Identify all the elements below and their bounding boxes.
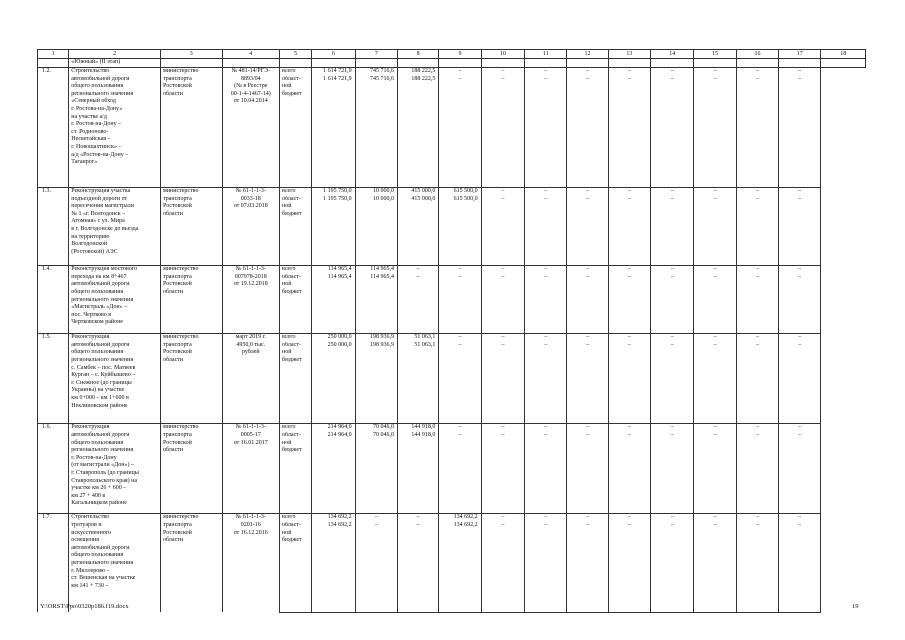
amount-total-cell: – — [694, 334, 736, 342]
row-number: 1.7. — [38, 514, 69, 612]
table-row — [38, 68, 866, 76]
table-row — [38, 188, 866, 196]
table-row — [38, 266, 866, 274]
amount-total-cell: – — [397, 514, 438, 522]
funding-source-regional: област- ной бюджет — [280, 274, 312, 334]
amount-total-cell: 114 965,4 — [312, 266, 355, 274]
column-number-1: 1 — [38, 50, 69, 59]
column-number-11: 11 — [525, 50, 567, 59]
amount-total-cell: – — [736, 188, 778, 196]
amount-regional-cell: – — [567, 274, 608, 334]
amount-total-cell: – — [567, 424, 608, 432]
amount-regional-cell: 214 964,0 — [312, 432, 355, 514]
column-number-8: 8 — [397, 50, 438, 59]
funding-source-regional: област- ной бюджет — [280, 522, 312, 612]
expertise-document: № 61-1-1-3- 007978-2018 от 19.12.2018 — [222, 266, 279, 334]
amount-total-cell: 114 965,4 — [355, 266, 397, 274]
amount-regional-cell: – — [439, 76, 481, 188]
amount-regional-cell: – — [779, 196, 821, 266]
amount-regional-cell: – — [694, 76, 736, 188]
amount-total-cell: – — [481, 514, 524, 522]
amount-regional-cell: – — [779, 432, 821, 514]
amount-regional-cell: – — [525, 196, 567, 266]
amount-regional-cell: – — [736, 342, 778, 424]
amount-regional-cell: 1 614 721,9 — [312, 76, 355, 188]
amount-regional-cell: – — [736, 76, 778, 188]
amount-total-cell: – — [779, 188, 821, 196]
amount-regional-cell: – — [694, 274, 736, 334]
amount-regional-cell: – — [651, 274, 694, 334]
amount-regional-cell: 1 195 750,0 — [312, 196, 355, 266]
row-number: 1.6. — [38, 424, 69, 514]
amount-total-cell: – — [694, 424, 736, 432]
amount-regional-cell: – — [651, 76, 694, 188]
column-number-18: 18 — [821, 50, 866, 59]
amount-regional-cell: – — [525, 522, 567, 612]
amount-total-cell: – — [481, 334, 524, 342]
object-name: Реконструкция участка подъездной дороги от пересечения магистрали № 1 «г. Волгодонск – Атомная» с ул. Мира в г. Волгодонске до въезда на территорию Волгодонской (Ростовской) АЭС — [69, 188, 161, 266]
amount-total-cell: – — [567, 188, 608, 196]
amount-regional-cell: – — [608, 76, 650, 188]
column-number-4: 4 — [222, 50, 279, 59]
amount-total-cell: – — [779, 514, 821, 522]
amount-total-cell: – — [651, 266, 694, 274]
amount-total-cell: – — [567, 514, 608, 522]
amount-regional-cell: – — [694, 522, 736, 612]
amount-total-cell: – — [608, 68, 650, 76]
funding-source-total: всего — [280, 514, 312, 522]
object-name: Строительство тротуаров и искусственного освещения автомобильной дороги общего пользования регионального значения г. Миллерово – ст. Вешенская на участке км 141 + 730 – — [69, 514, 161, 612]
amount-regional-cell: – — [651, 522, 694, 612]
amount-total-cell: – — [397, 266, 438, 274]
column-number-2: 2 — [69, 50, 161, 59]
amount-total-cell: – — [439, 266, 481, 274]
amount-total-cell: – — [567, 266, 608, 274]
amount-regional-cell: – — [525, 76, 567, 188]
column-number-row — [38, 50, 866, 59]
amount-total-cell: 198 936,9 — [355, 334, 397, 342]
amount-total-cell: – — [694, 68, 736, 76]
amount-total-cell: – — [608, 514, 650, 522]
amount-total-cell: 70 046,0 — [355, 424, 397, 432]
amount-total-cell: – — [439, 424, 481, 432]
amount-total-cell: – — [567, 68, 608, 76]
amount-total-cell: – — [736, 424, 778, 432]
amount-regional-cell: 134 692,2 — [439, 522, 481, 612]
amount-regional-cell: – — [481, 76, 524, 188]
column-number-17: 17 — [779, 50, 821, 59]
row-number: 1.5. — [38, 334, 69, 424]
amount-total-cell: – — [525, 424, 567, 432]
amount-regional-cell: – — [608, 432, 650, 514]
funding-source-total: всего — [280, 266, 312, 274]
amount-regional-cell: 198 936,9 — [355, 342, 397, 424]
amount-total-cell: 1 614 721,9 — [312, 68, 355, 76]
amount-total-cell: – — [736, 514, 778, 522]
amount-total-cell: 250 000,0 — [312, 334, 355, 342]
column-number-12: 12 — [567, 50, 608, 59]
amount-regional-cell: – — [651, 432, 694, 514]
funding-source-regional: област- ной бюджет — [280, 342, 312, 424]
amount-total-cell: 745 716,6 — [355, 68, 397, 76]
amount-regional-cell: – — [736, 196, 778, 266]
funding-source-total: всего — [280, 334, 312, 342]
funding-source-regional: област- ной бюджет — [280, 432, 312, 514]
amount-total-cell: – — [525, 334, 567, 342]
amount-total-cell: – — [651, 514, 694, 522]
amount-total-cell: – — [694, 188, 736, 196]
amount-regional-cell: 51 063,1 — [397, 342, 438, 424]
amount-regional-cell: – — [608, 196, 650, 266]
funding-source-total: всего — [280, 424, 312, 432]
column-number-14: 14 — [651, 50, 694, 59]
amount-total-cell: – — [694, 514, 736, 522]
budget-table — [37, 49, 866, 613]
amount-total-cell: 51 063,1 — [397, 334, 438, 342]
expertise-document: № 481-14/РГЭ- 8893/04 (№ в Реестре 00-1-4-1467-14) от 10.04.2014 — [222, 68, 279, 188]
amount-regional-cell: 134 692,2 — [312, 522, 355, 612]
object-name: Реконструкция мостового перехода на км 8+467 автомобильной дороги общего пользования регионального значения «Магистраль «Дон» – пос. Чертково в Чертковском районе — [69, 266, 161, 334]
amount-regional-cell: 114 965,4 — [355, 274, 397, 334]
continuation-row — [38, 59, 866, 68]
amount-total-cell: – — [736, 68, 778, 76]
amount-regional-cell: – — [736, 274, 778, 334]
column-number-6: 6 — [312, 50, 355, 59]
amount-regional-cell: – — [567, 76, 608, 188]
executor: министерство транспорта Ростовской области — [161, 424, 223, 514]
amount-total-cell: – — [439, 334, 481, 342]
budget-table-sheet — [37, 49, 866, 613]
amount-total-cell: 10 000,0 — [355, 188, 397, 196]
funding-source-total: всего — [280, 68, 312, 76]
amount-regional-cell: – — [567, 432, 608, 514]
amount-regional-cell: – — [481, 342, 524, 424]
continuation-text: «Южный» (II этап) — [69, 59, 161, 68]
column-number-3: 3 — [161, 50, 223, 59]
amount-regional-cell: 70 046,0 — [355, 432, 397, 514]
amount-total-cell: 615 500,0 — [439, 188, 481, 196]
object-name: Строительство автомобильной дороги общего пользования регионального значения «Северный обход г. Ростова-на-Дону» на участке а/д г. Ростов-на-Дону – ст. Родионово- Несветайская – г. Новошахтинск» – а/д «Ростов-на-Дону – Таганрог» — [69, 68, 161, 188]
amount-total-cell: 144 918,0 — [397, 424, 438, 432]
funding-source-total: всего — [280, 188, 312, 196]
table-row — [38, 334, 866, 342]
row-number: 1.3. — [38, 188, 69, 266]
amount-total-cell: – — [651, 68, 694, 76]
amount-total-cell: – — [736, 334, 778, 342]
executor: министерство транспорта Ростовской области — [161, 514, 223, 612]
amount-total-cell: 188 222,5 — [397, 68, 438, 76]
amount-total-cell: – — [481, 188, 524, 196]
amount-regional-cell: – — [525, 432, 567, 514]
table-row — [38, 514, 866, 522]
amount-total-cell: 134 692,2 — [312, 514, 355, 522]
amount-regional-cell: – — [481, 274, 524, 334]
amount-total-cell: 1 195 750,0 — [312, 188, 355, 196]
column-number-9: 9 — [439, 50, 481, 59]
amount-regional-cell: 745 716,6 — [355, 76, 397, 188]
amount-regional-cell: 250 000,0 — [312, 342, 355, 424]
amount-regional-cell: – — [439, 342, 481, 424]
amount-total-cell: – — [608, 266, 650, 274]
amount-total-cell: – — [608, 334, 650, 342]
amount-regional-cell: 188 222,5 — [397, 76, 438, 188]
amount-regional-cell: – — [779, 274, 821, 334]
amount-regional-cell: – — [397, 274, 438, 334]
amount-regional-cell: – — [651, 196, 694, 266]
amount-regional-cell: – — [608, 274, 650, 334]
amount-total-cell: 214 964,0 — [312, 424, 355, 432]
amount-regional-cell: – — [694, 196, 736, 266]
amount-total-cell: 415 000,0 — [397, 188, 438, 196]
amount-total-cell: – — [651, 334, 694, 342]
amount-regional-cell: – — [397, 522, 438, 612]
amount-regional-cell: – — [481, 196, 524, 266]
amount-regional-cell: – — [525, 342, 567, 424]
executor: министерство транспорта Ростовской области — [161, 68, 223, 188]
column-number-16: 16 — [736, 50, 778, 59]
amount-regional-cell: 415 000,0 — [397, 196, 438, 266]
amount-regional-cell: – — [736, 432, 778, 514]
amount-regional-cell: – — [779, 342, 821, 424]
object-name: Реконструкция автомобильной дороги общего пользования регионального значения с. Самбек – пос. Матвеев Курган – с. Куйбышево – г. Снежное (до границы Украины) на участке км 0+000 – км 1+600 в Неклиновском районе — [69, 334, 161, 424]
amount-regional-cell: – — [439, 274, 481, 334]
expertise-document: № 61-1-1-3- 0005-17 от 16.01.2017 — [222, 424, 279, 514]
executor: министерство транспорта Ростовской области — [161, 266, 223, 334]
amount-total-cell: – — [567, 334, 608, 342]
amount-regional-cell: 615 500,0 — [439, 196, 481, 266]
executor: министерство транспорта Ростовской области — [161, 188, 223, 266]
amount-regional-cell: – — [481, 522, 524, 612]
amount-regional-cell: – — [525, 274, 567, 334]
amount-regional-cell: – — [439, 432, 481, 514]
amount-total-cell: – — [355, 514, 397, 522]
amount-total-cell: – — [525, 266, 567, 274]
executor: министерство транспорта Ростовской области — [161, 334, 223, 424]
amount-total-cell: – — [651, 188, 694, 196]
amount-total-cell: – — [481, 68, 524, 76]
amount-regional-cell: – — [608, 342, 650, 424]
amount-total-cell: – — [779, 266, 821, 274]
amount-total-cell: – — [481, 266, 524, 274]
row-number: 1.2. — [38, 68, 69, 188]
column-number-15: 15 — [694, 50, 736, 59]
amount-regional-cell: – — [567, 196, 608, 266]
expertise-document: № 61-1-1-3- 0033-18 от 07.03.2018 — [222, 188, 279, 266]
amount-regional-cell: 10 000,0 — [355, 196, 397, 266]
object-name: Реконструкция автомобильной дороги общего пользования регионального значения г. Ростов-на-Дону (от магистрали «Дон») – г. Ставрополь (до границы Ставропольского края) на участке км 26 + 600 – км 27 + 400 в Кагальницком районе — [69, 424, 161, 514]
amount-total-cell: – — [736, 266, 778, 274]
amount-total-cell: – — [525, 514, 567, 522]
amount-regional-cell: – — [567, 522, 608, 612]
footer-page-number: 19 — [852, 603, 859, 610]
amount-total-cell: – — [608, 424, 650, 432]
funding-source-regional: област- ной бюджет — [280, 196, 312, 266]
row-number: 1.4. — [38, 266, 69, 334]
amount-total-cell: – — [608, 188, 650, 196]
amount-total-cell: – — [481, 424, 524, 432]
amount-total-cell: – — [779, 334, 821, 342]
amount-regional-cell: 114 965,4 — [312, 274, 355, 334]
table-row — [38, 424, 866, 432]
amount-total-cell: – — [694, 266, 736, 274]
column-number-13: 13 — [608, 50, 650, 59]
amount-total-cell: – — [439, 68, 481, 76]
amount-regional-cell: – — [567, 342, 608, 424]
funding-source-regional: област- ной бюджет — [280, 76, 312, 188]
column-number-10: 10 — [481, 50, 524, 59]
amount-regional-cell: 144 918,0 — [397, 432, 438, 514]
amount-regional-cell: – — [779, 522, 821, 612]
amount-regional-cell: – — [694, 432, 736, 514]
amount-regional-cell: – — [779, 76, 821, 188]
amount-regional-cell: – — [481, 432, 524, 514]
amount-total-cell: 134 692,2 — [439, 514, 481, 522]
footer-file-path: Y:\ORST\Ppo\0320p186.f19.docx — [40, 603, 129, 610]
amount-regional-cell: – — [355, 522, 397, 612]
amount-total-cell: – — [779, 68, 821, 76]
amount-regional-cell: – — [736, 522, 778, 612]
amount-total-cell: – — [525, 188, 567, 196]
expertise-document: март 2019 г. 4950,0 тыс. рублей — [222, 334, 279, 424]
amount-regional-cell: – — [608, 522, 650, 612]
expertise-document: № 61-1-1-3- 0201-16 от 16.12.2016 — [222, 514, 279, 612]
amount-total-cell: – — [525, 68, 567, 76]
column-number-7: 7 — [355, 50, 397, 59]
amount-total-cell: – — [779, 424, 821, 432]
amount-regional-cell: – — [651, 342, 694, 424]
amount-regional-cell: – — [694, 342, 736, 424]
amount-total-cell: – — [651, 424, 694, 432]
column-number-5: 5 — [280, 50, 312, 59]
